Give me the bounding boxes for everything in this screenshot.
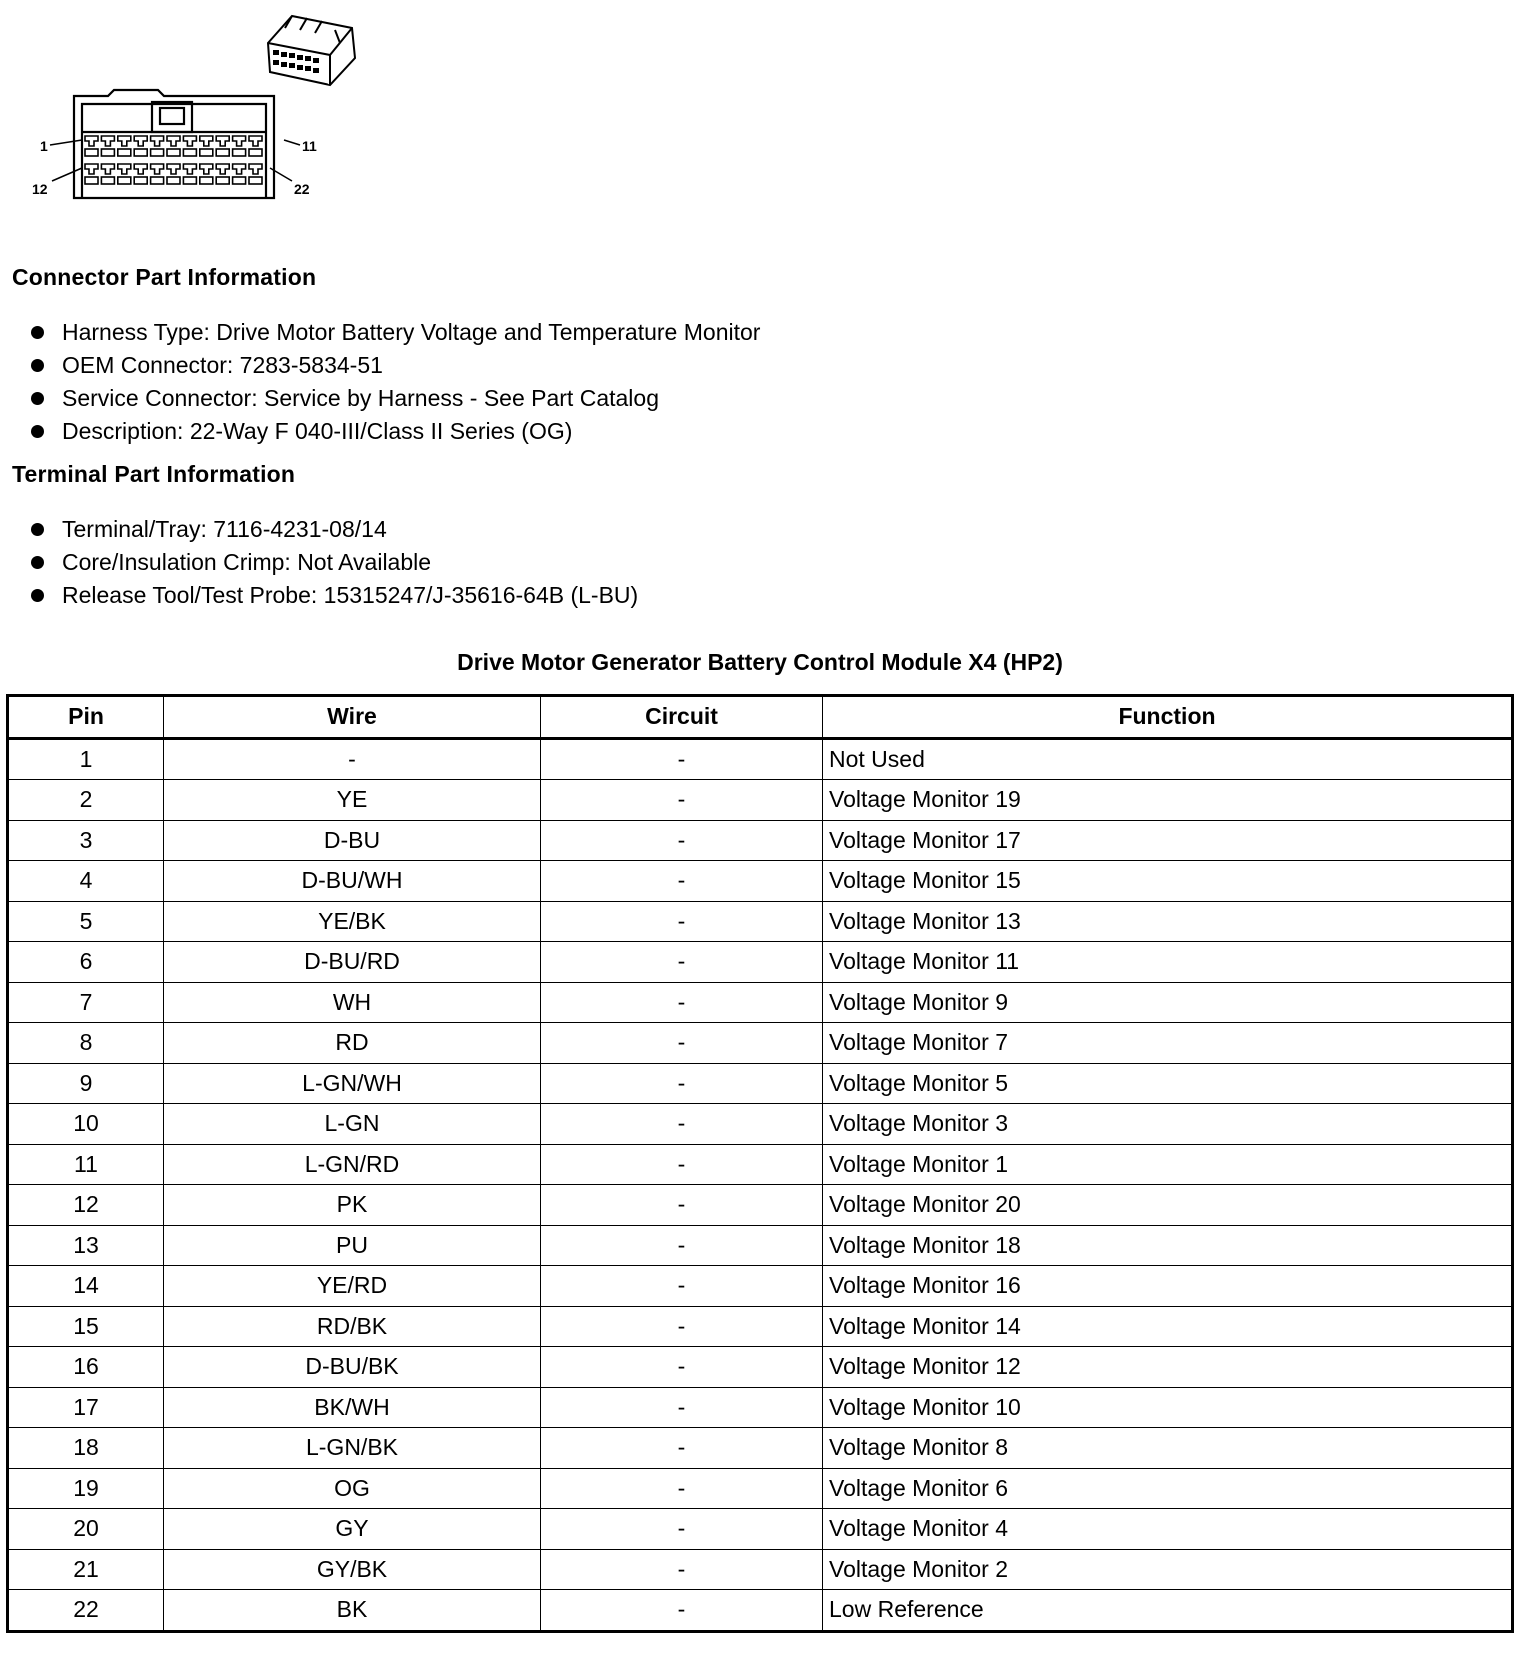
wire-cell: YE/BK — [164, 901, 541, 942]
circuit-cell: - — [541, 1225, 823, 1266]
pin-cell: 14 — [8, 1266, 164, 1307]
wire-cell: PU — [164, 1225, 541, 1266]
column-header-wire: Wire — [164, 696, 541, 739]
function-cell: Voltage Monitor 16 — [823, 1266, 1513, 1307]
table-row — [8, 1063, 1513, 1104]
wire-cell: OG — [164, 1468, 541, 1509]
connector-diagram — [30, 8, 370, 213]
wire-cell: L-GN/RD — [164, 1144, 541, 1185]
table-row — [8, 1468, 1513, 1509]
function-cell: Voltage Monitor 1 — [823, 1144, 1513, 1185]
function-cell: Voltage Monitor 19 — [823, 780, 1513, 821]
pin-cell: 13 — [8, 1225, 164, 1266]
circuit-cell: - — [541, 1185, 823, 1226]
pin-cavity-rows — [85, 136, 262, 184]
list-item: Description: 22-Way F 040-III/Class II Series (OG) — [30, 415, 760, 448]
pin-label-11: 11 — [302, 138, 317, 154]
list-item: Release Tool/Test Probe: 15315247/J-35616-64B (L-BU) — [30, 579, 638, 612]
table-row — [8, 1225, 1513, 1266]
table-row — [8, 861, 1513, 902]
circuit-cell: - — [541, 901, 823, 942]
circuit-cell: - — [541, 942, 823, 983]
pin-cell: 11 — [8, 1144, 164, 1185]
function-cell: Not Used — [823, 738, 1513, 780]
function-cell: Low Reference — [823, 1590, 1513, 1632]
table-row — [8, 1266, 1513, 1307]
wire-cell: BK — [164, 1590, 541, 1632]
table-row — [8, 982, 1513, 1023]
pin-cell: 3 — [8, 820, 164, 861]
table-row — [8, 1387, 1513, 1428]
circuit-cell: - — [541, 780, 823, 821]
circuit-cell: - — [541, 820, 823, 861]
terminal-info-title: Terminal Part Information — [12, 461, 296, 487]
pin-cell: 19 — [8, 1468, 164, 1509]
table-row — [8, 1347, 1513, 1388]
pin-cell: 5 — [8, 901, 164, 942]
wire-cell: - — [164, 738, 541, 780]
pin-cell: 8 — [8, 1023, 164, 1064]
function-cell: Voltage Monitor 6 — [823, 1468, 1513, 1509]
connector-info-list — [30, 316, 760, 448]
circuit-cell: - — [541, 1347, 823, 1388]
function-cell: Voltage Monitor 4 — [823, 1509, 1513, 1550]
pin-label-12: 12 — [32, 181, 48, 197]
table-row — [8, 1590, 1513, 1632]
circuit-cell: - — [541, 1144, 823, 1185]
pin-cell: 12 — [8, 1185, 164, 1226]
wire-cell: YE/RD — [164, 1266, 541, 1307]
wire-cell: GY — [164, 1509, 541, 1550]
pin-cell: 22 — [8, 1590, 164, 1632]
column-header-circuit: Circuit — [541, 696, 823, 739]
function-cell: Voltage Monitor 9 — [823, 982, 1513, 1023]
table-row — [8, 820, 1513, 861]
wire-cell: L-GN/BK — [164, 1428, 541, 1469]
circuit-cell: - — [541, 1468, 823, 1509]
circuit-cell: - — [541, 982, 823, 1023]
pinout-table — [6, 694, 1514, 1633]
table-title: Drive Motor Generator Battery Control Module X4 (HP2) — [457, 649, 1063, 675]
table-row — [8, 1104, 1513, 1145]
circuit-cell: - — [541, 1428, 823, 1469]
pin-cell: 17 — [8, 1387, 164, 1428]
circuit-cell: - — [541, 1306, 823, 1347]
column-header-pin: Pin — [8, 696, 164, 739]
function-cell: Voltage Monitor 2 — [823, 1549, 1513, 1590]
pin-cell: 21 — [8, 1549, 164, 1590]
table-row — [8, 942, 1513, 983]
circuit-cell: - — [541, 1549, 823, 1590]
function-cell: Voltage Monitor 3 — [823, 1104, 1513, 1145]
pin-cell: 7 — [8, 982, 164, 1023]
wire-cell: D-BU — [164, 820, 541, 861]
pin-cell: 18 — [8, 1428, 164, 1469]
list-item: Harness Type: Drive Motor Battery Voltage and Temperature Monitor — [30, 316, 760, 349]
table-row — [8, 901, 1513, 942]
circuit-cell: - — [541, 1063, 823, 1104]
circuit-cell: - — [541, 738, 823, 780]
function-cell: Voltage Monitor 5 — [823, 1063, 1513, 1104]
list-item: Core/Insulation Crimp: Not Available — [30, 546, 638, 579]
table-body — [8, 738, 1513, 1631]
function-cell: Voltage Monitor 11 — [823, 942, 1513, 983]
function-cell: Voltage Monitor 17 — [823, 820, 1513, 861]
pin-label-1: 1 — [40, 138, 48, 154]
terminal-info-list — [30, 513, 638, 612]
wire-cell: BK/WH — [164, 1387, 541, 1428]
circuit-cell: - — [541, 1509, 823, 1550]
circuit-cell: - — [541, 1104, 823, 1145]
table-header-row — [8, 696, 1513, 739]
circuit-cell: - — [541, 1590, 823, 1632]
table-row — [8, 738, 1513, 780]
function-cell: Voltage Monitor 20 — [823, 1185, 1513, 1226]
pin-cell: 6 — [8, 942, 164, 983]
pin-cell: 2 — [8, 780, 164, 821]
connector-3d-icon — [268, 16, 355, 85]
wire-cell: GY/BK — [164, 1549, 541, 1590]
table-row — [8, 1509, 1513, 1550]
wire-cell: RD/BK — [164, 1306, 541, 1347]
column-header-function: Function — [823, 696, 1513, 739]
wire-cell: WH — [164, 982, 541, 1023]
circuit-cell: - — [541, 1023, 823, 1064]
connector-info-title: Connector Part Information — [12, 264, 317, 290]
wire-cell: D-BU/RD — [164, 942, 541, 983]
wire-cell: L-GN — [164, 1104, 541, 1145]
pin-cell: 10 — [8, 1104, 164, 1145]
list-item: Service Connector: Service by Harness - See Part Catalog — [30, 382, 760, 415]
function-cell: Voltage Monitor 7 — [823, 1023, 1513, 1064]
list-item: Terminal/Tray: 7116-4231-08/14 — [30, 513, 638, 546]
table-row — [8, 1023, 1513, 1064]
function-cell: Voltage Monitor 15 — [823, 861, 1513, 902]
wire-cell: D-BU/WH — [164, 861, 541, 902]
table-row — [8, 1428, 1513, 1469]
function-cell: Voltage Monitor 13 — [823, 901, 1513, 942]
function-cell: Voltage Monitor 10 — [823, 1387, 1513, 1428]
wire-cell: L-GN/WH — [164, 1063, 541, 1104]
function-cell: Voltage Monitor 14 — [823, 1306, 1513, 1347]
pin-cell: 16 — [8, 1347, 164, 1388]
wire-cell: PK — [164, 1185, 541, 1226]
pin-label-22: 22 — [294, 181, 310, 197]
table-row — [8, 1306, 1513, 1347]
list-item: OEM Connector: 7283-5834-51 — [30, 349, 760, 382]
circuit-cell: - — [541, 1266, 823, 1307]
pin-cell: 20 — [8, 1509, 164, 1550]
wire-cell: YE — [164, 780, 541, 821]
pin-cell: 4 — [8, 861, 164, 902]
circuit-cell: - — [541, 1387, 823, 1428]
pin-cell: 1 — [8, 738, 164, 780]
table-row — [8, 1549, 1513, 1590]
table-row — [8, 1144, 1513, 1185]
pin-cell: 15 — [8, 1306, 164, 1347]
wire-cell: RD — [164, 1023, 541, 1064]
table-row — [8, 1185, 1513, 1226]
circuit-cell: - — [541, 861, 823, 902]
function-cell: Voltage Monitor 18 — [823, 1225, 1513, 1266]
pin-cell: 9 — [8, 1063, 164, 1104]
function-cell: Voltage Monitor 12 — [823, 1347, 1513, 1388]
wire-cell: D-BU/BK — [164, 1347, 541, 1388]
connector-face — [74, 90, 274, 198]
table-row — [8, 780, 1513, 821]
function-cell: Voltage Monitor 8 — [823, 1428, 1513, 1469]
